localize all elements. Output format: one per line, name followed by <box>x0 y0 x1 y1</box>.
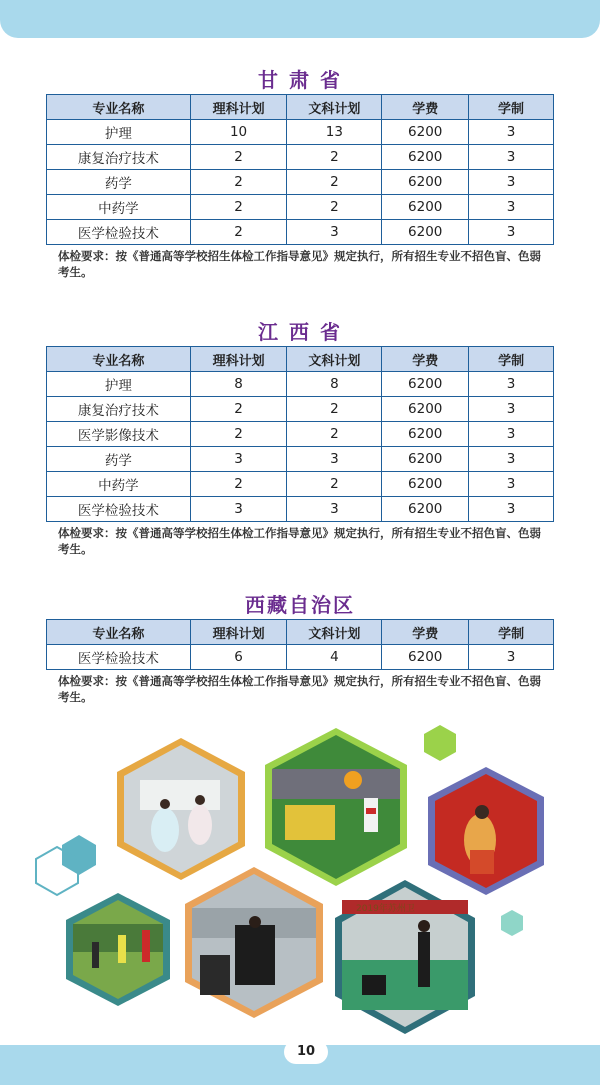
cell-major: 中药学 <box>47 472 191 497</box>
header-duration: 学制 <box>469 347 554 372</box>
table-row <box>47 120 554 145</box>
cell-science: 2 <box>190 472 287 497</box>
header-arts: 文科计划 <box>287 95 382 120</box>
cell-major: 护理 <box>47 120 191 145</box>
cell-major: 中药学 <box>47 195 191 220</box>
cell-tuition: 6200 <box>382 372 469 397</box>
cell-arts: 3 <box>287 220 382 245</box>
cell-tuition: 6200 <box>382 497 469 522</box>
cell-major: 药学 <box>47 447 191 472</box>
cell-duration: 3 <box>469 397 554 422</box>
header-arts: 文科计划 <box>287 347 382 372</box>
cell-tuition: 6200 <box>382 220 469 245</box>
cell-duration: 3 <box>469 220 554 245</box>
table-row <box>47 447 554 472</box>
cell-arts: 3 <box>287 497 382 522</box>
table-row <box>47 145 554 170</box>
cell-science: 2 <box>190 422 287 447</box>
cell-science: 3 <box>190 497 287 522</box>
cell-science: 2 <box>190 145 287 170</box>
table-header-row <box>47 95 554 120</box>
cell-science: 2 <box>190 220 287 245</box>
cell-major: 医学检验技术 <box>47 220 191 245</box>
cell-duration: 3 <box>469 645 554 670</box>
plan-table <box>46 346 554 522</box>
top-decor-band <box>0 0 600 38</box>
table-header-row <box>47 620 554 645</box>
cell-arts: 2 <box>287 472 382 497</box>
header-arts: 文科计划 <box>287 620 382 645</box>
cell-arts: 3 <box>287 447 382 472</box>
table-header-row <box>47 347 554 372</box>
cell-major: 医学检验技术 <box>47 645 191 670</box>
cell-arts: 2 <box>287 170 382 195</box>
photo-collage <box>0 720 600 1040</box>
photo-dance <box>117 738 245 880</box>
cell-arts: 8 <box>287 372 382 397</box>
header-major: 专业名称 <box>47 347 191 372</box>
province-title: 江 西 省 <box>258 320 342 344</box>
cell-duration: 3 <box>469 145 554 170</box>
table-row <box>47 497 554 522</box>
cell-major: 护理 <box>47 372 191 397</box>
cell-duration: 3 <box>469 170 554 195</box>
cell-duration: 3 <box>469 497 554 522</box>
province-title: 甘 肃 省 <box>258 68 342 92</box>
photo-banner-text: 2019年苏州卫 <box>356 904 415 914</box>
header-science: 理科计划 <box>190 620 287 645</box>
cell-science: 2 <box>190 170 287 195</box>
cell-arts: 4 <box>287 645 382 670</box>
cell-science: 6 <box>190 645 287 670</box>
cell-major: 医学影像技术 <box>47 422 191 447</box>
exam-note: 体检要求：按《普通高等学校招生体检工作指导意见》规定执行，所有招生专业不招色盲、色弱考生。 <box>58 526 541 556</box>
cell-science: 3 <box>190 447 287 472</box>
cell-arts: 13 <box>287 120 382 145</box>
photo-pipa <box>428 767 544 895</box>
section-tibet <box>46 589 554 705</box>
cell-science: 10 <box>190 120 287 145</box>
exam-note: 体检要求：按《普通高等学校招生体检工作指导意见》规定执行，所有招生专业不招色盲、色弱考生。 <box>58 249 541 279</box>
cell-arts: 2 <box>287 397 382 422</box>
cell-duration: 3 <box>469 422 554 447</box>
cell-duration: 3 <box>469 447 554 472</box>
plan-table <box>46 94 554 245</box>
cell-duration: 3 <box>469 195 554 220</box>
photo-badminton <box>335 880 475 1034</box>
cell-major: 康复治疗技术 <box>47 145 191 170</box>
photo-lion-dance <box>265 728 407 886</box>
cell-duration: 3 <box>469 120 554 145</box>
decor-hexagon <box>501 910 523 936</box>
exam-note: 体检要求：按《普通高等学校招生体检工作指导意见》规定执行，所有招生专业不招色盲、色弱考生。 <box>58 674 541 704</box>
cell-tuition: 6200 <box>382 397 469 422</box>
province-title: 西藏自治区 <box>245 593 355 617</box>
table-row <box>47 372 554 397</box>
cell-tuition: 6200 <box>382 145 469 170</box>
header-major: 专业名称 <box>47 620 191 645</box>
table-row <box>47 195 554 220</box>
header-tuition: 学费 <box>382 620 469 645</box>
cell-tuition: 6200 <box>382 195 469 220</box>
header-tuition: 学费 <box>382 347 469 372</box>
table-row <box>47 220 554 245</box>
header-duration: 学制 <box>469 95 554 120</box>
header-science: 理科计划 <box>190 95 287 120</box>
table-row <box>47 472 554 497</box>
cell-arts: 2 <box>287 422 382 447</box>
header-tuition: 学费 <box>382 95 469 120</box>
header-science: 理科计划 <box>190 347 287 372</box>
plan-table <box>46 619 554 670</box>
cell-major: 康复治疗技术 <box>47 397 191 422</box>
cell-science: 8 <box>190 372 287 397</box>
cell-tuition: 6200 <box>382 645 469 670</box>
cell-tuition: 6200 <box>382 447 469 472</box>
decor-hexagon <box>424 725 456 761</box>
section-gansu <box>46 64 554 280</box>
table-row <box>47 397 554 422</box>
table-row <box>47 645 554 670</box>
cell-tuition: 6200 <box>382 170 469 195</box>
cell-arts: 2 <box>287 195 382 220</box>
cell-duration: 3 <box>469 372 554 397</box>
section-jiangxi <box>46 316 554 557</box>
table-row <box>47 170 554 195</box>
cell-major: 药学 <box>47 170 191 195</box>
cell-tuition: 6200 <box>382 120 469 145</box>
header-duration: 学制 <box>469 620 554 645</box>
cell-science: 2 <box>190 397 287 422</box>
cell-arts: 2 <box>287 145 382 170</box>
cell-major: 医学检验技术 <box>47 497 191 522</box>
table-row <box>47 422 554 447</box>
cell-tuition: 6200 <box>382 472 469 497</box>
photo-ballet <box>185 867 323 1018</box>
page-number: 10 <box>284 1040 328 1064</box>
cell-science: 2 <box>190 195 287 220</box>
header-major: 专业名称 <box>47 95 191 120</box>
photo-soccer <box>66 893 170 1006</box>
cell-tuition: 6200 <box>382 422 469 447</box>
cell-duration: 3 <box>469 472 554 497</box>
